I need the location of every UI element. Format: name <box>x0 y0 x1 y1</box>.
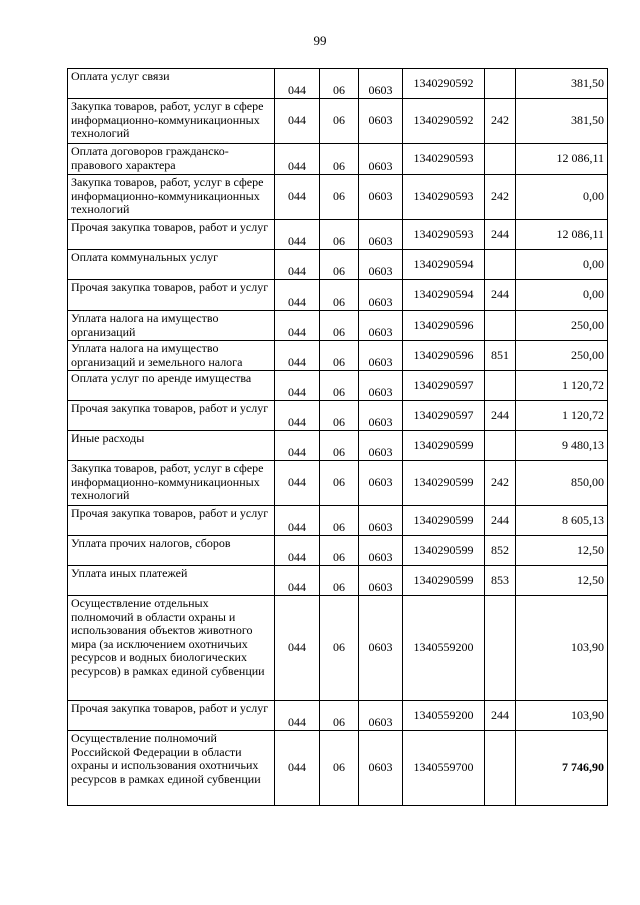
section-code-cell: 06 <box>320 341 359 371</box>
target-article-cell: 1340290596 <box>403 341 485 371</box>
target-article-cell: 1340290599 <box>403 431 485 461</box>
table-body <box>68 69 608 806</box>
grbs-code-cell: 044 <box>275 144 320 175</box>
amount-cell: 1 120,72 <box>516 371 608 401</box>
expense-type-cell <box>485 311 516 341</box>
target-article-cell: 1340290597 <box>403 371 485 401</box>
target-article-cell: 1340290593 <box>403 175 485 220</box>
amount-cell: 0,00 <box>516 175 608 220</box>
grbs-code-cell: 044 <box>275 536 320 566</box>
subsection-code-cell: 0603 <box>359 220 403 250</box>
section-code-cell: 06 <box>320 250 359 280</box>
section-code-cell: 06 <box>320 401 359 431</box>
target-article-cell: 1340290593 <box>403 220 485 250</box>
table-row <box>68 536 608 566</box>
table-row <box>68 731 608 806</box>
table-row <box>68 371 608 401</box>
target-article-cell: 1340290593 <box>403 144 485 175</box>
grbs-code-cell: 044 <box>275 506 320 536</box>
subsection-code-cell: 0603 <box>359 596 403 701</box>
grbs-code-cell: 044 <box>275 175 320 220</box>
subsection-code-cell: 0603 <box>359 536 403 566</box>
amount-cell: 381,50 <box>516 69 608 99</box>
section-code-cell: 06 <box>320 566 359 596</box>
expense-type-cell <box>485 731 516 806</box>
section-code-cell: 06 <box>320 311 359 341</box>
grbs-code-cell: 044 <box>275 311 320 341</box>
expense-name-cell: Прочая закупка товаров, работ и услуг <box>68 701 275 731</box>
section-code-cell: 06 <box>320 701 359 731</box>
grbs-code-cell: 044 <box>275 596 320 701</box>
target-article-cell: 1340290592 <box>403 69 485 99</box>
table-row <box>68 596 608 701</box>
table-row <box>68 461 608 506</box>
grbs-code-cell: 044 <box>275 401 320 431</box>
expense-type-cell <box>485 250 516 280</box>
expense-name-cell: Закупка товаров, работ, услуг в сфере информационно-коммуникационных технологий <box>68 175 275 220</box>
amount-cell: 250,00 <box>516 341 608 371</box>
grbs-code-cell: 044 <box>275 69 320 99</box>
subsection-code-cell: 0603 <box>359 99 403 144</box>
section-code-cell: 06 <box>320 175 359 220</box>
amount-cell: 12 086,11 <box>516 144 608 175</box>
grbs-code-cell: 044 <box>275 566 320 596</box>
target-article-cell: 1340290599 <box>403 566 485 596</box>
expense-type-cell: 242 <box>485 175 516 220</box>
amount-cell: 12,50 <box>516 536 608 566</box>
expense-name-cell: Иные расходы <box>68 431 275 461</box>
expense-name-cell: Уплата иных платежей <box>68 566 275 596</box>
subsection-code-cell: 0603 <box>359 731 403 806</box>
amount-cell: 9 480,13 <box>516 431 608 461</box>
subsection-code-cell: 0603 <box>359 175 403 220</box>
grbs-code-cell: 044 <box>275 461 320 506</box>
grbs-code-cell: 044 <box>275 731 320 806</box>
amount-cell: 0,00 <box>516 280 608 311</box>
subsection-code-cell: 0603 <box>359 311 403 341</box>
section-code-cell: 06 <box>320 461 359 506</box>
section-code-cell: 06 <box>320 506 359 536</box>
expense-name-cell: Уплата налога на имущество организаций и земельного налога <box>68 341 275 371</box>
amount-cell: 381,50 <box>516 99 608 144</box>
amount-cell: 103,90 <box>516 701 608 731</box>
amount-cell: 1 120,72 <box>516 401 608 431</box>
section-code-cell: 06 <box>320 69 359 99</box>
subsection-code-cell: 0603 <box>359 144 403 175</box>
expense-type-cell <box>485 371 516 401</box>
expense-type-cell: 851 <box>485 341 516 371</box>
section-code-cell: 06 <box>320 280 359 311</box>
expense-type-cell: 244 <box>485 401 516 431</box>
table-row <box>68 566 608 596</box>
amount-cell: 103,90 <box>516 596 608 701</box>
subsection-code-cell: 0603 <box>359 461 403 506</box>
target-article-cell: 1340559700 <box>403 731 485 806</box>
expense-name-cell: Оплата коммунальных услуг <box>68 250 275 280</box>
expense-type-cell: 242 <box>485 461 516 506</box>
table-row <box>68 280 608 311</box>
target-article-cell: 1340290596 <box>403 311 485 341</box>
subsection-code-cell: 0603 <box>359 701 403 731</box>
section-code-cell: 06 <box>320 144 359 175</box>
grbs-code-cell: 044 <box>275 280 320 311</box>
subsection-code-cell: 0603 <box>359 566 403 596</box>
amount-cell: 0,00 <box>516 250 608 280</box>
section-code-cell: 06 <box>320 99 359 144</box>
grbs-code-cell: 044 <box>275 371 320 401</box>
expense-type-cell <box>485 596 516 701</box>
expense-type-cell <box>485 431 516 461</box>
table-row <box>68 99 608 144</box>
table-row <box>68 69 608 99</box>
target-article-cell: 1340290599 <box>403 536 485 566</box>
amount-cell: 250,00 <box>516 311 608 341</box>
amount-cell: 850,00 <box>516 461 608 506</box>
grbs-code-cell: 044 <box>275 341 320 371</box>
subsection-code-cell: 0603 <box>359 280 403 311</box>
table-row <box>68 175 608 220</box>
expense-type-cell: 244 <box>485 506 516 536</box>
page-number: 99 <box>313 33 327 48</box>
table-row <box>68 250 608 280</box>
expense-name-cell: Закупка товаров, работ, услуг в сфере информационно-коммуникационных технологий <box>68 461 275 506</box>
expense-name-cell: Осуществление отдельных полномочий в области охраны и использования объектов животного мира (за исключением охотничьих ресурсов и водных биологических ресурсов) в рамках единой субвенции <box>68 596 275 701</box>
expense-name-cell: Уплата прочих налогов, сборов <box>68 536 275 566</box>
table-row <box>68 431 608 461</box>
expense-name-cell: Прочая закупка товаров, работ и услуг <box>68 280 275 311</box>
amount-cell: 12,50 <box>516 566 608 596</box>
target-article-cell: 1340290592 <box>403 99 485 144</box>
grbs-code-cell: 044 <box>275 220 320 250</box>
expense-type-cell: 244 <box>485 220 516 250</box>
section-code-cell: 06 <box>320 220 359 250</box>
section-code-cell: 06 <box>320 731 359 806</box>
subsection-code-cell: 0603 <box>359 401 403 431</box>
target-article-cell: 1340290594 <box>403 280 485 311</box>
target-article-cell: 1340559200 <box>403 596 485 701</box>
subsection-code-cell: 0603 <box>359 431 403 461</box>
grbs-code-cell: 044 <box>275 431 320 461</box>
subsection-code-cell: 0603 <box>359 341 403 371</box>
target-article-cell: 1340290599 <box>403 461 485 506</box>
expense-type-cell <box>485 144 516 175</box>
table-row <box>68 401 608 431</box>
amount-cell: 8 605,13 <box>516 506 608 536</box>
section-code-cell: 06 <box>320 596 359 701</box>
subsection-code-cell: 0603 <box>359 506 403 536</box>
expense-name-cell: Закупка товаров, работ, услуг в сфере информационно-коммуникационных технологий <box>68 99 275 144</box>
grbs-code-cell: 044 <box>275 99 320 144</box>
expense-name-cell: Прочая закупка товаров, работ и услуг <box>68 220 275 250</box>
target-article-cell: 1340290594 <box>403 250 485 280</box>
expense-name-cell: Уплата налога на имущество организаций <box>68 311 275 341</box>
expense-name-cell: Оплата услуг по аренде имущества <box>68 371 275 401</box>
target-article-cell: 1340559200 <box>403 701 485 731</box>
table-row <box>68 341 608 371</box>
grbs-code-cell: 044 <box>275 250 320 280</box>
expense-type-cell: 242 <box>485 99 516 144</box>
table-row <box>68 311 608 341</box>
expense-name-cell: Оплата услуг связи <box>68 69 275 99</box>
expense-name-cell: Осуществление полномочий Российской Федерации в области охраны и использования охотничьих ресурсов в рамках единой субвенции <box>68 731 275 806</box>
subsection-code-cell: 0603 <box>359 250 403 280</box>
amount-cell: 7 746,90 <box>516 731 608 806</box>
expense-type-cell: 853 <box>485 566 516 596</box>
expense-type-cell: 852 <box>485 536 516 566</box>
expense-name-cell: Оплата договоров гражданско-правового характера <box>68 144 275 175</box>
target-article-cell: 1340290599 <box>403 506 485 536</box>
expense-name-cell: Прочая закупка товаров, работ и услуг <box>68 506 275 536</box>
table-row <box>68 701 608 731</box>
subsection-code-cell: 0603 <box>359 371 403 401</box>
section-code-cell: 06 <box>320 431 359 461</box>
table-row <box>68 506 608 536</box>
expense-type-cell: 244 <box>485 701 516 731</box>
subsection-code-cell: 0603 <box>359 69 403 99</box>
section-code-cell: 06 <box>320 371 359 401</box>
target-article-cell: 1340290597 <box>403 401 485 431</box>
expense-type-cell <box>485 69 516 99</box>
section-code-cell: 06 <box>320 536 359 566</box>
expense-name-cell: Прочая закупка товаров, работ и услуг <box>68 401 275 431</box>
table-row <box>68 144 608 175</box>
budget-table <box>67 68 608 806</box>
grbs-code-cell: 044 <box>275 701 320 731</box>
amount-cell: 12 086,11 <box>516 220 608 250</box>
table-row <box>68 220 608 250</box>
expense-type-cell: 244 <box>485 280 516 311</box>
